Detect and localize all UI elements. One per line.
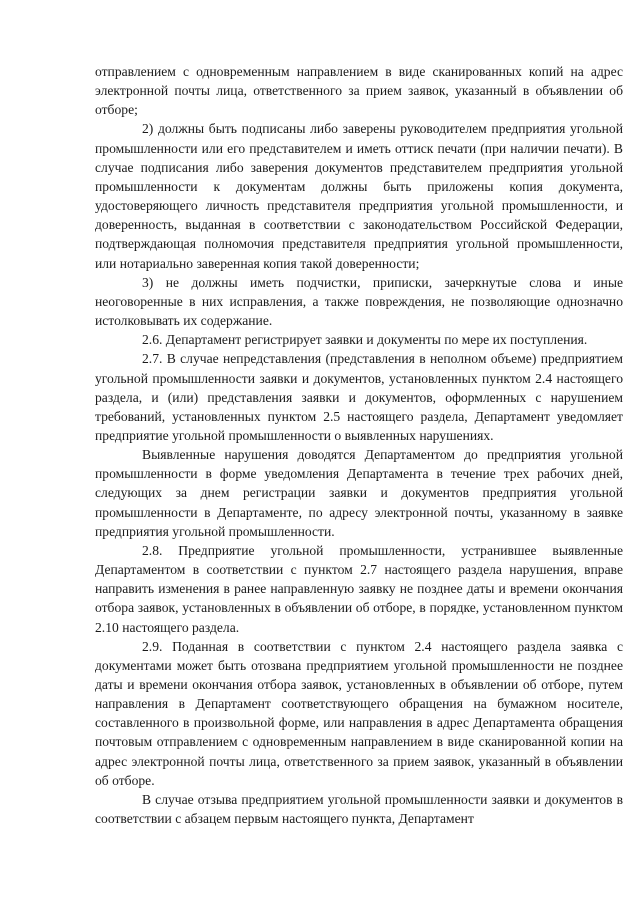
paragraph-item-2: 2) должны быть подписаны либо заверены руководителем предприятия угольной промышленности или его представителем и иметь оттиск печати (при наличии печати). В случае подписания либо заверения документов представителем предприятия угольной промышленности к документам должны быть приложены копия документа, удостоверяющего личность представителя предприятия угольной промышленности, и доверенность, выданная в соответствии с законодательством Российской Федерации, подтверждающая полномочия представителя предприятия угольной промышленности, или нотариально заверенная копия такой доверенности; xyxy=(95,121,623,271)
paragraph-2-9-withdrawal: В случае отзыва предприятием угольной промышленности заявки и документов в соответствии с абзацем первым настоящего пункта, Департамент xyxy=(95,791,623,827)
paragraph-2-8: 2.8. Предприятие угольной промышленности, устранившее выявленные Департаментом в соответствии с пунктом 2.7 настоящего раздела нарушения, вправе направить изменения в ранее направленную заявку не позднее даты и времени окончания отбора заявок, установленных в объявлении об отборе, в порядке, установленном пунктом 2.10 настоящего раздела. xyxy=(95,542,623,635)
document-page xyxy=(95,62,623,828)
paragraph-continuation: отправлением с одновременным направлением в виде сканированных копий на адрес электронной почты лица, ответственного за прием заявок, указанный в объявлении об отборе; xyxy=(95,64,623,118)
paragraph-2-7-notice: Выявленные нарушения доводятся Департаментом до предприятия угольной промышленности в форме уведомления Департамента в течение трех рабочих дней, следующих за днем регистрации заявки и документов предприятия угольной промышленности в Департаменте, по адресу электронной почты, указанному в заявке предприятия угольной промышленности. xyxy=(95,447,623,539)
paragraph-item-3: 3) не должны иметь подчистки, приписки, зачеркнутые слова и иные неоговоренные в них исправления, а также повреждения, не позволяющие однозначно истолковывать их содержание. xyxy=(95,274,623,329)
paragraph-2-9: 2.9. Поданная в соответствии с пунктом 2.4 настоящего раздела заявка с документами может быть отозвана предприятием угольной промышленности не позднее даты и времени окончания отбора заявок, установленных в объявлении об отборе, путем направления в Департамент соответствующего обращения на бумажном носителе, составленного в произвольной форме, или направления в адрес Департамента обращения почтовым отправлением с одновременным направлением в виде сканированной копии на адрес электронной почты лица, ответственного за прием заявок, указанный в объявлении об отборе. xyxy=(95,638,623,788)
paragraph-2-7: 2.7. В случае непредставления (представления в неполном объеме) предприятием угольной промышленности заявки и документов, установленных пунктом 2.4 настоящего раздела, и (или) представления заявки и документов, оформленных с нарушением требований, установленных пунктом 2.5 настоящего раздела, Департамент уведомляет предприятие угольной промышленности о выявленных нарушениях. xyxy=(95,351,623,443)
paragraph-2-6: 2.6. Департамент регистрирует заявки и документы по мере их поступления. xyxy=(142,332,588,348)
